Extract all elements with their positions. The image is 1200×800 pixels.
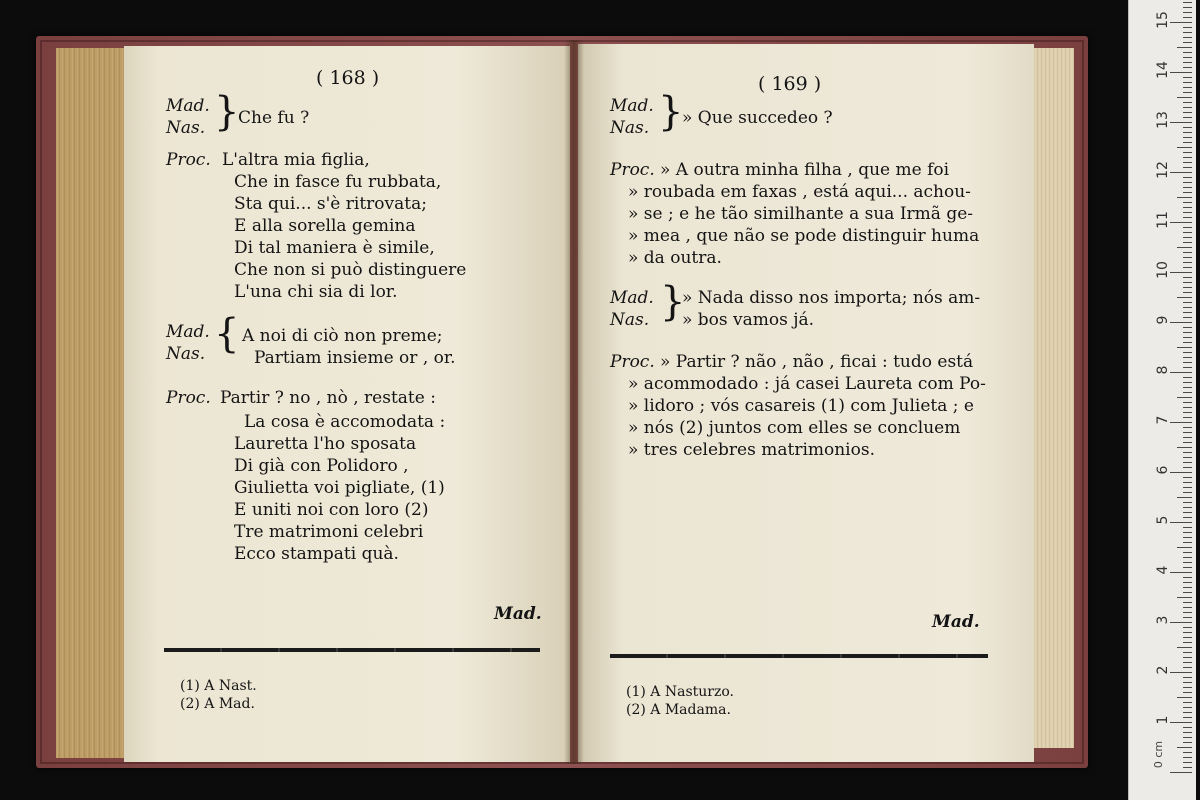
verse-line: La cosa è accomodata : bbox=[244, 412, 446, 432]
ruler-tick bbox=[1183, 232, 1192, 233]
ruler-tick bbox=[1170, 622, 1192, 623]
speaker-label: Nas. bbox=[610, 310, 650, 330]
ruler-tick bbox=[1183, 42, 1192, 43]
ruler-tick bbox=[1183, 327, 1192, 328]
verse-line: Di già con Polidoro , bbox=[234, 456, 409, 476]
ruler-tick bbox=[1183, 287, 1192, 288]
ruler-tick bbox=[1183, 427, 1192, 428]
ruler-tick bbox=[1183, 632, 1192, 633]
ruler-tick bbox=[1183, 482, 1192, 483]
speaker-label: Proc. bbox=[610, 352, 655, 372]
ruler-tick bbox=[1183, 577, 1192, 578]
ruler-tick bbox=[1183, 207, 1192, 208]
ruler-tick bbox=[1170, 372, 1192, 373]
ruler-tick bbox=[1183, 107, 1192, 108]
ruler-tick bbox=[1183, 152, 1192, 153]
speaker-label: Proc. bbox=[166, 150, 211, 170]
ruler-tick bbox=[1183, 682, 1192, 683]
ruler-label: 9 bbox=[1155, 315, 1171, 325]
ruler-tick bbox=[1183, 717, 1192, 718]
ruler-tick bbox=[1183, 307, 1192, 308]
ruler-tick bbox=[1183, 2, 1192, 3]
ruler-tick bbox=[1183, 662, 1192, 663]
ruler-tick bbox=[1177, 297, 1192, 298]
ruler-tick bbox=[1170, 572, 1192, 573]
ruler-tick bbox=[1183, 112, 1192, 113]
ruler-tick bbox=[1183, 242, 1192, 243]
verse-line: L'altra mia figlia, bbox=[222, 150, 370, 170]
speaker-label: Mad. bbox=[610, 96, 654, 116]
dialogue-line: » Que succedeo ? bbox=[682, 108, 833, 128]
ruler-tick bbox=[1170, 522, 1192, 523]
verse-line: Partiam insieme or , or. bbox=[254, 348, 456, 368]
ruler-tick bbox=[1183, 192, 1192, 193]
prose-line: » roubada em faxas , está aqui... achou- bbox=[628, 182, 971, 202]
ruler-tick bbox=[1170, 22, 1192, 23]
ruler-label: 8 bbox=[1155, 365, 1171, 375]
ruler-tick bbox=[1183, 362, 1192, 363]
speaker-label: Proc. bbox=[610, 160, 655, 180]
speaker-label: Mad. bbox=[610, 288, 654, 308]
ruler-tick bbox=[1183, 667, 1192, 668]
left-page bbox=[124, 46, 570, 762]
ruler-tick bbox=[1177, 747, 1192, 748]
ruler-tick bbox=[1183, 702, 1192, 703]
ruler-tick bbox=[1170, 722, 1192, 723]
ruler-label: 3 bbox=[1155, 615, 1171, 625]
ruler-tick bbox=[1183, 567, 1192, 568]
ruler-tick bbox=[1183, 182, 1192, 183]
ruler-tick bbox=[1170, 272, 1192, 273]
ruler-tick bbox=[1183, 692, 1192, 693]
ruler-tick bbox=[1183, 357, 1192, 358]
ruler-tick bbox=[1183, 32, 1192, 33]
right-page bbox=[578, 44, 1034, 762]
ruler-tick bbox=[1183, 552, 1192, 553]
ruler-tick bbox=[1183, 167, 1192, 168]
ruler-tick bbox=[1183, 382, 1192, 383]
ruler-tick bbox=[1183, 227, 1192, 228]
verse-line: Giulietta voi pigliate, (1) bbox=[234, 478, 445, 498]
ruler-tick bbox=[1183, 652, 1192, 653]
ruler-tick bbox=[1183, 582, 1192, 583]
verse-line: E alla sorella gemina bbox=[234, 216, 416, 236]
ruler-tick bbox=[1183, 27, 1192, 28]
ruler-tick bbox=[1183, 437, 1192, 438]
ruler-tick bbox=[1183, 402, 1192, 403]
ruler-tick bbox=[1183, 677, 1192, 678]
ruler-label: 7 bbox=[1155, 415, 1171, 425]
ruler-tick bbox=[1183, 752, 1192, 753]
ruler-tick bbox=[1183, 282, 1192, 283]
ruler-tick bbox=[1183, 757, 1192, 758]
ruler-tick bbox=[1183, 292, 1192, 293]
prose-line: » Nada disso nos importa; nós am- bbox=[682, 288, 981, 308]
ruler-tick bbox=[1183, 457, 1192, 458]
ruler-tick bbox=[1183, 102, 1192, 103]
ruler-label: 14 bbox=[1155, 61, 1171, 79]
ruler-tick bbox=[1177, 597, 1192, 598]
ruler-label: 11 bbox=[1155, 211, 1171, 229]
ruler-tick bbox=[1177, 247, 1192, 248]
brace: } bbox=[214, 311, 240, 357]
ruler-tick bbox=[1183, 157, 1192, 158]
ruler-tick bbox=[1177, 197, 1192, 198]
ruler-tick bbox=[1183, 657, 1192, 658]
ruler-tick bbox=[1183, 312, 1192, 313]
ruler-tick bbox=[1183, 262, 1192, 263]
ruler-tick bbox=[1177, 97, 1192, 98]
ruler-tick bbox=[1183, 67, 1192, 68]
catchword: Mad. bbox=[494, 604, 542, 624]
ruler-tick bbox=[1183, 537, 1192, 538]
page-number: ( 169 ) bbox=[758, 73, 822, 95]
ruler-tick bbox=[1183, 607, 1192, 608]
ruler-tick bbox=[1183, 612, 1192, 613]
ruler-tick bbox=[1170, 772, 1192, 773]
ruler-tick bbox=[1170, 222, 1192, 223]
ruler-tick bbox=[1183, 237, 1192, 238]
ruler-tick bbox=[1183, 417, 1192, 418]
ruler-tick bbox=[1183, 507, 1192, 508]
ruler-tick bbox=[1183, 217, 1192, 218]
verse-line: A noi di ciò non preme; bbox=[242, 326, 443, 346]
ruler-tick bbox=[1183, 77, 1192, 78]
prose-line: » tres celebres matrimonios. bbox=[628, 440, 875, 460]
ruler-tick bbox=[1183, 57, 1192, 58]
ruler-tick bbox=[1183, 342, 1192, 343]
prose-line: » da outra. bbox=[628, 248, 722, 268]
ruler-tick bbox=[1183, 187, 1192, 188]
ruler-tick bbox=[1183, 377, 1192, 378]
footnote: (1) A Nasturzo. bbox=[626, 684, 734, 700]
brace: } bbox=[214, 89, 240, 135]
ruler-tick bbox=[1183, 127, 1192, 128]
ruler-label: 15 bbox=[1155, 11, 1171, 29]
ruler-tick bbox=[1183, 767, 1192, 768]
ruler-tick bbox=[1183, 762, 1192, 763]
ruler-tick bbox=[1183, 337, 1192, 338]
speaker-label: Nas. bbox=[166, 344, 206, 364]
prose-line: » lidoro ; vós casareis (1) com Julieta ; e bbox=[628, 396, 974, 416]
ruler-tick bbox=[1183, 742, 1192, 743]
footnote: (2) A Mad. bbox=[180, 696, 255, 712]
ruler-tick bbox=[1183, 12, 1192, 13]
prose-line: » se ; e he tão similhante a sua Irmã ge- bbox=[628, 204, 974, 224]
ruler-tick bbox=[1183, 162, 1192, 163]
ruler-tick bbox=[1183, 177, 1192, 178]
ruler-tick bbox=[1183, 592, 1192, 593]
catchword: Mad. bbox=[932, 612, 980, 632]
verse-line: Sta qui... s'è ritrovata; bbox=[234, 194, 427, 214]
ruler-tick bbox=[1183, 142, 1192, 143]
ruler-tick bbox=[1183, 512, 1192, 513]
ruler-tick bbox=[1183, 37, 1192, 38]
ruler-tick bbox=[1170, 672, 1192, 673]
verse-line: L'una chi sia di lor. bbox=[234, 282, 398, 302]
ruler-tick bbox=[1183, 602, 1192, 603]
ruler-tick bbox=[1183, 532, 1192, 533]
ruler-tick bbox=[1183, 17, 1192, 18]
ruler-tick bbox=[1183, 302, 1192, 303]
ruler-tick bbox=[1183, 267, 1192, 268]
ruler-label: 13 bbox=[1155, 111, 1171, 129]
verse-line: Lauretta l'ho sposata bbox=[234, 434, 417, 454]
ruler-label: 6 bbox=[1155, 465, 1171, 475]
ruler-tick bbox=[1183, 317, 1192, 318]
ruler-tick bbox=[1170, 122, 1192, 123]
ruler-tick bbox=[1183, 627, 1192, 628]
ruler-tick bbox=[1177, 497, 1192, 498]
ruler-tick bbox=[1183, 487, 1192, 488]
ruler-label: 2 bbox=[1155, 665, 1171, 675]
ruler-tick bbox=[1170, 422, 1192, 423]
ruler-tick bbox=[1183, 82, 1192, 83]
ruler-tick bbox=[1183, 332, 1192, 333]
ruler-tick bbox=[1183, 727, 1192, 728]
page-number: ( 168 ) bbox=[316, 67, 380, 89]
verse-line: Ecco stampati quà. bbox=[234, 544, 399, 564]
verse-line: Tre matrimoni celebri bbox=[234, 522, 424, 542]
speaker-label: Nas. bbox=[610, 118, 650, 138]
prose-line: » A outra minha filha , que me foi bbox=[660, 160, 950, 180]
left-page-block-edge bbox=[56, 48, 132, 758]
ruler-tick bbox=[1177, 397, 1192, 398]
ruler-label: 1 bbox=[1155, 715, 1171, 725]
verse-line: Partir ? no , nò , restate : bbox=[220, 388, 436, 408]
ruler-label: 12 bbox=[1155, 161, 1171, 179]
brace: } bbox=[660, 279, 686, 325]
ruler-tick bbox=[1183, 62, 1192, 63]
ruler-tick bbox=[1183, 502, 1192, 503]
ruler-tick bbox=[1183, 117, 1192, 118]
ruler-tick bbox=[1177, 47, 1192, 48]
ruler-tick bbox=[1183, 462, 1192, 463]
ruler-tick bbox=[1183, 442, 1192, 443]
ruler-tick bbox=[1183, 467, 1192, 468]
ruler-tick bbox=[1183, 562, 1192, 563]
speaker-label: Nas. bbox=[166, 118, 206, 138]
ruler-label: 5 bbox=[1155, 515, 1171, 525]
ruler-tick bbox=[1183, 452, 1192, 453]
ruler-tick bbox=[1183, 637, 1192, 638]
verse-line: Che in fasce fu rubbata, bbox=[234, 172, 442, 192]
right-page-block-edge bbox=[1030, 48, 1074, 748]
footnote: (1) A Nast. bbox=[180, 678, 257, 694]
prose-line: » mea , que não se pode distinguir huma bbox=[628, 226, 980, 246]
ruler-tick bbox=[1170, 472, 1192, 473]
ruler-tick bbox=[1183, 492, 1192, 493]
ruler-tick bbox=[1183, 412, 1192, 413]
ruler-tick bbox=[1183, 687, 1192, 688]
ruler-tick bbox=[1183, 737, 1192, 738]
speaker-label: Proc. bbox=[166, 388, 211, 408]
footnote-rule bbox=[164, 648, 540, 652]
ruler-tick bbox=[1177, 147, 1192, 148]
verse-line: E uniti noi con loro (2) bbox=[234, 500, 429, 520]
ruler-tick bbox=[1183, 642, 1192, 643]
ruler-tick bbox=[1183, 202, 1192, 203]
ruler-tick bbox=[1177, 447, 1192, 448]
footnote: (2) A Madama. bbox=[626, 702, 731, 718]
prose-line: » Partir ? não , não , ficai : tudo está bbox=[660, 352, 974, 372]
speaker-label: Mad. bbox=[166, 96, 210, 116]
ruler-tick bbox=[1170, 72, 1192, 73]
speaker-label: Mad. bbox=[166, 322, 210, 342]
ruler-tick bbox=[1183, 387, 1192, 388]
ruler-tick bbox=[1170, 322, 1192, 323]
ruler-unit: 0 cm bbox=[1152, 740, 1166, 769]
ruler-tick bbox=[1183, 712, 1192, 713]
ruler-tick bbox=[1183, 542, 1192, 543]
book-gutter bbox=[564, 40, 584, 764]
ruler-tick bbox=[1183, 352, 1192, 353]
ruler-tick bbox=[1183, 212, 1192, 213]
ruler-tick bbox=[1183, 87, 1192, 88]
ruler-tick bbox=[1183, 732, 1192, 733]
ruler-tick bbox=[1183, 257, 1192, 258]
verse-line: Di tal maniera è simile, bbox=[234, 238, 435, 258]
ruler-tick bbox=[1183, 707, 1192, 708]
ruler-tick bbox=[1177, 697, 1192, 698]
ruler-label: 10 bbox=[1155, 261, 1171, 279]
footnote-rule bbox=[610, 654, 988, 658]
ruler-tick bbox=[1183, 617, 1192, 618]
ruler-tick bbox=[1177, 647, 1192, 648]
ruler-tick bbox=[1183, 587, 1192, 588]
ruler-tick bbox=[1183, 52, 1192, 53]
ruler-tick bbox=[1183, 477, 1192, 478]
ruler-tick bbox=[1183, 252, 1192, 253]
ruler-tick bbox=[1183, 527, 1192, 528]
ruler-tick bbox=[1183, 132, 1192, 133]
ruler-tick bbox=[1183, 557, 1192, 558]
ruler-tick bbox=[1177, 347, 1192, 348]
ruler-tick bbox=[1183, 392, 1192, 393]
dialogue-line: Che fu ? bbox=[238, 108, 310, 128]
ruler-tick bbox=[1170, 172, 1192, 173]
ruler-tick bbox=[1183, 277, 1192, 278]
measuring-ruler bbox=[1128, 0, 1196, 800]
ruler-tick bbox=[1183, 137, 1192, 138]
verse-line: Che non si può distinguere bbox=[234, 260, 467, 280]
prose-line: » acommodado : já casei Laureta com Po- bbox=[628, 374, 986, 394]
ruler-tick bbox=[1183, 517, 1192, 518]
prose-line: » nós (2) juntos com elles se concluem bbox=[628, 418, 961, 438]
ruler-tick bbox=[1183, 7, 1192, 8]
ruler-tick bbox=[1177, 547, 1192, 548]
ruler-tick bbox=[1183, 432, 1192, 433]
prose-line: » bos vamos já. bbox=[682, 310, 815, 330]
brace: } bbox=[658, 89, 684, 135]
ruler-tick bbox=[1183, 407, 1192, 408]
ruler-tick bbox=[1183, 92, 1192, 93]
ruler-label: 4 bbox=[1155, 565, 1171, 575]
ruler-tick bbox=[1183, 367, 1192, 368]
